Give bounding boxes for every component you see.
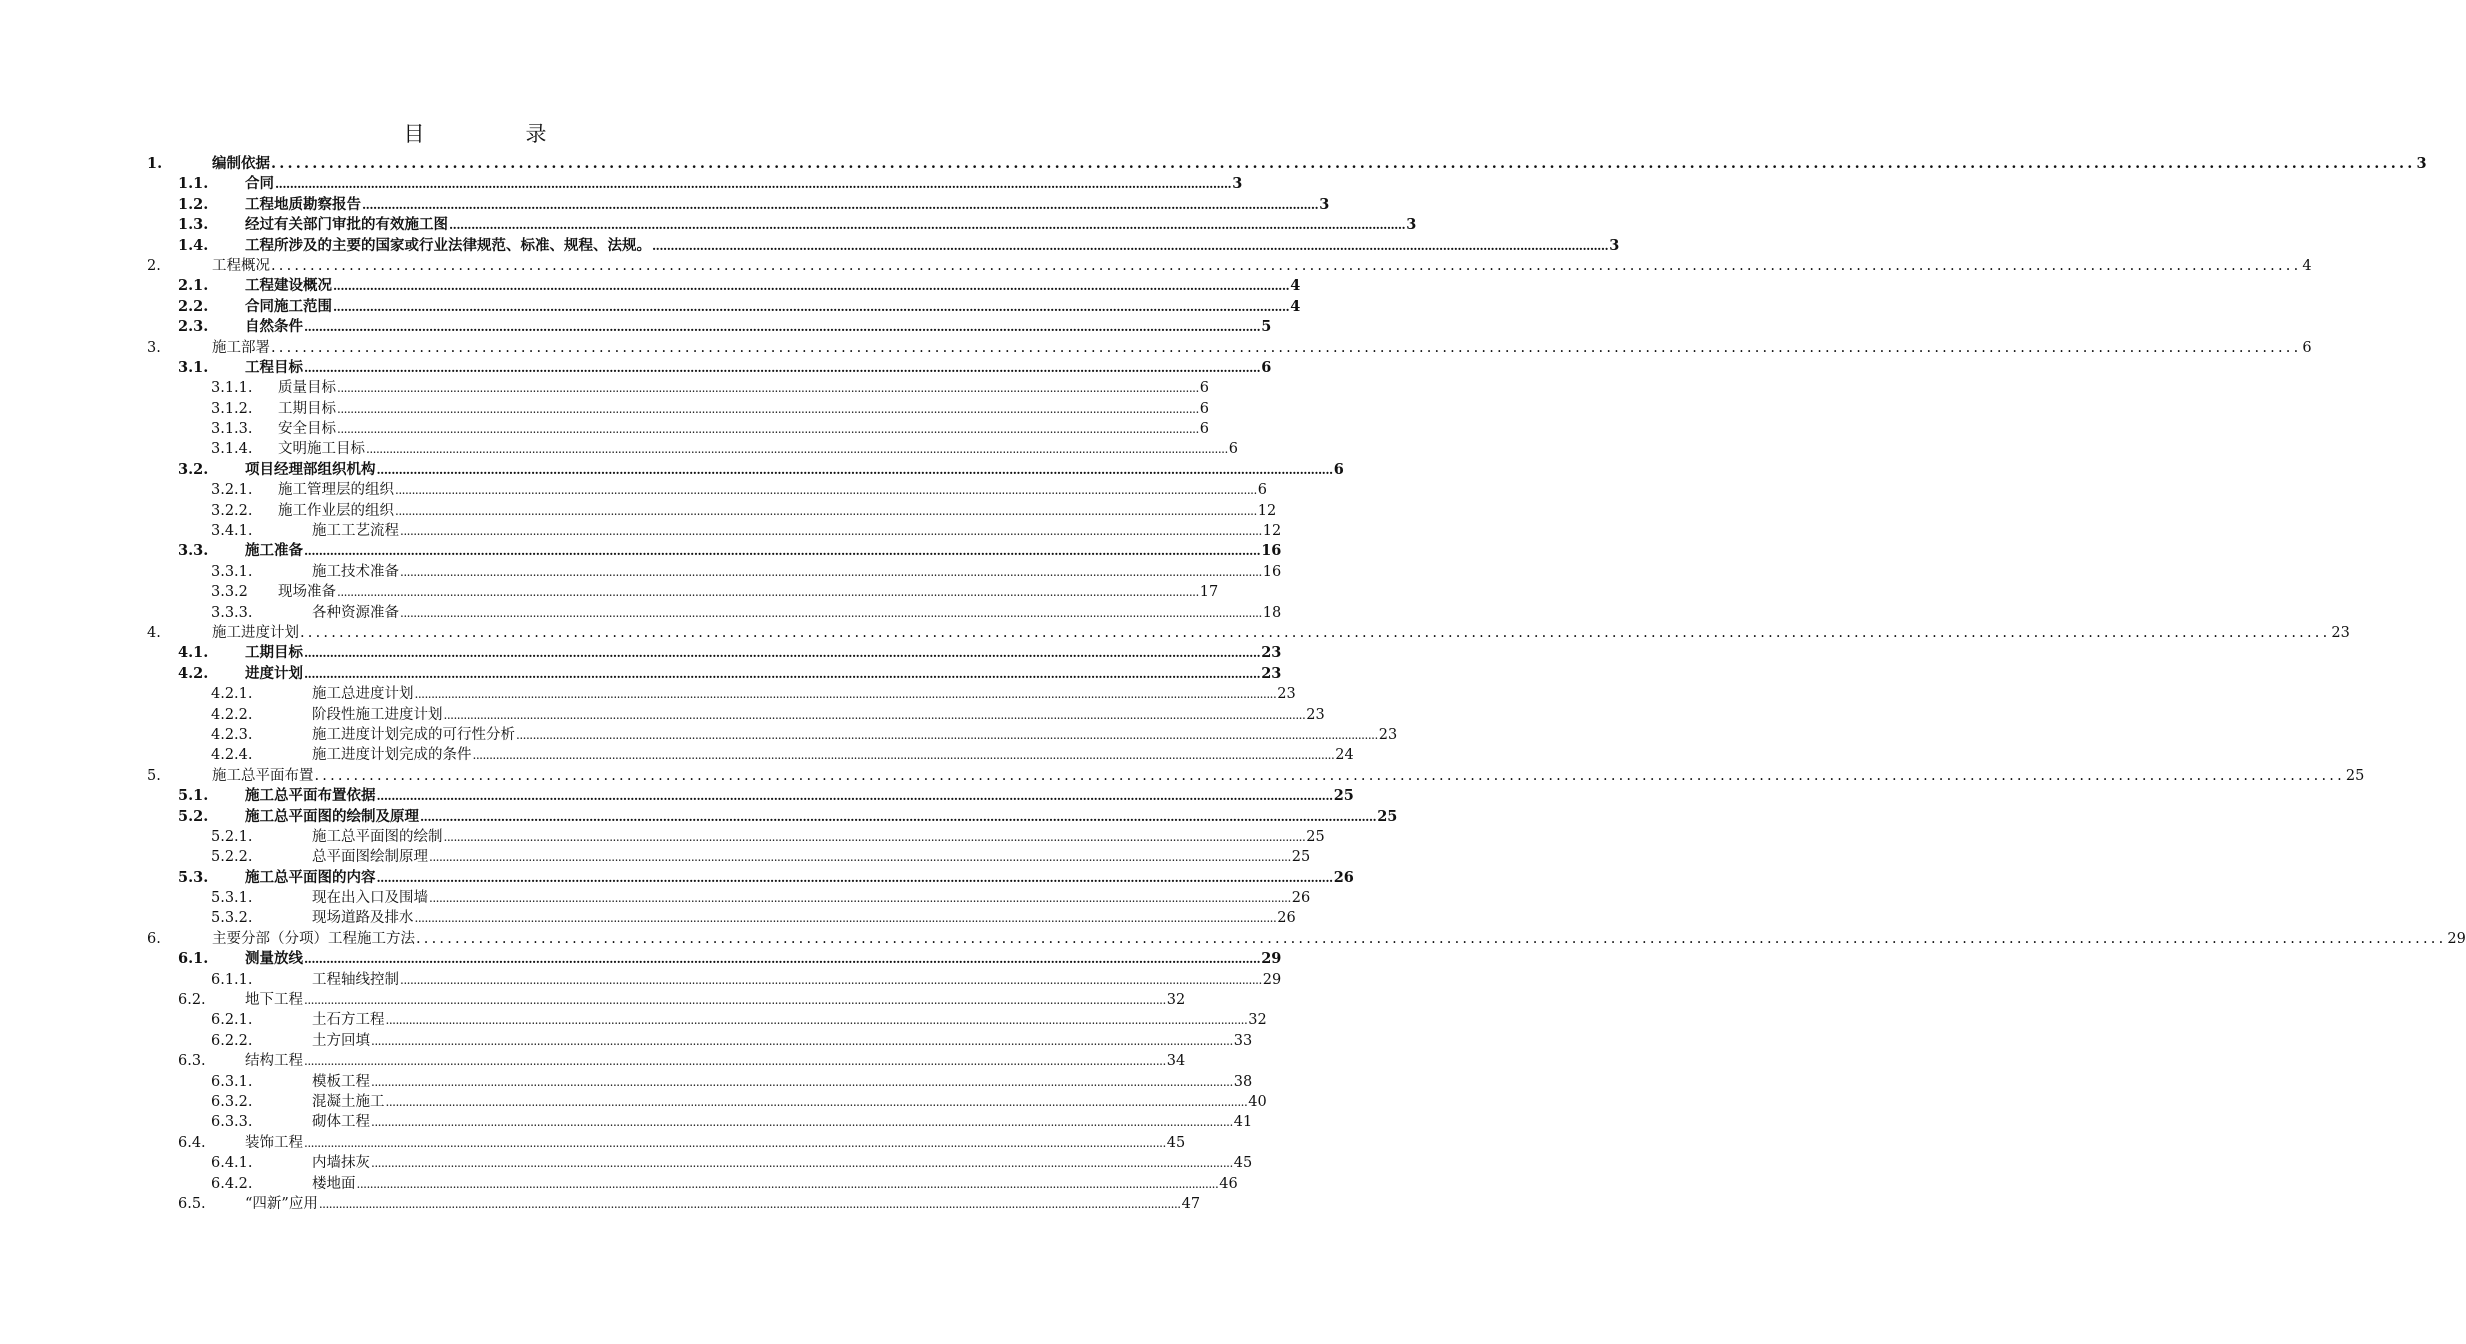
toc-entry-text: 施工进度计划完成的可行性分析 xyxy=(312,726,515,743)
toc-entry-text: 结构工程 xyxy=(245,1053,303,1070)
toc-entry-number: 3.2.1. xyxy=(211,482,253,499)
toc-entry-text: 工期目标 xyxy=(245,644,303,662)
toc-entry-text: 土石方工程 xyxy=(312,1012,385,1029)
toc-entry[interactable] xyxy=(0,664,1282,684)
toc-leader-dots: .................................................................................................................................................................................................................................................................... xyxy=(271,257,2302,274)
toc-entry-number: 3.2. xyxy=(178,460,209,478)
toc-entry-page: 26 xyxy=(1277,910,1296,927)
toc-leader-dots: .................................................................................................................................................................................................................................................................... xyxy=(304,666,1261,681)
toc-entry-page: 23 xyxy=(1277,686,1296,703)
toc-entry[interactable] xyxy=(0,725,1398,745)
toc-entry[interactable] xyxy=(0,908,1296,928)
toc-leader-dots: .................................................................................................................................................................................................................................................................... xyxy=(366,442,1228,457)
toc-leader-dots: .................................................................................................................................................................................................................................................................... xyxy=(304,544,1261,559)
toc-entry-page: 23 xyxy=(1261,644,1282,662)
toc-entry-page: 29 xyxy=(2447,930,2466,947)
toc-entry-number: 2. xyxy=(147,257,161,274)
toc-entry[interactable] xyxy=(0,174,1243,194)
toc-entry-number: 4.1. xyxy=(178,644,209,662)
toc-entry[interactable] xyxy=(0,399,1209,419)
toc-entry[interactable] xyxy=(0,460,1344,480)
toc-leader-dots: .................................................................................................................................................................................................................................................................... xyxy=(304,952,1261,967)
toc-entry-text: 施工总平面布置依据 xyxy=(245,787,376,805)
toc-leader-dots: .................................................................................................................................................................................................................................................................... xyxy=(429,891,1291,906)
toc-entry-number: 3.1.2. xyxy=(211,400,253,417)
toc-entry-number: 3.3. xyxy=(178,542,209,560)
toc-entry[interactable] xyxy=(0,766,2365,786)
toc-entry-number: 6.4.1. xyxy=(211,1155,253,1172)
toc-entry-number: 4.2.4. xyxy=(211,747,253,764)
toc-entry-text: 各种资源准备 xyxy=(312,604,399,621)
toc-entry[interactable] xyxy=(0,623,2350,643)
toc-entry-number: 1.1. xyxy=(178,175,209,193)
toc-entry[interactable] xyxy=(0,480,1267,500)
toc-entry-text: 混凝土施工 xyxy=(312,1093,385,1110)
toc-entry-number: 4.2.1. xyxy=(211,686,253,703)
toc-entry[interactable] xyxy=(0,643,1282,663)
toc-entry[interactable] xyxy=(0,786,1354,806)
toc-leader-dots: .................................................................................................................................................................................................................................................................... xyxy=(304,646,1261,661)
toc-entry-number: 5.2. xyxy=(178,807,209,825)
toc-leader-dots: .................................................................................................................................................................................................................................................................... xyxy=(449,218,1406,233)
toc-leader-dots: .................................................................................................................................................................................................................................................................... xyxy=(304,320,1261,335)
toc-title: 目 录 xyxy=(403,122,587,146)
toc-leader-dots: .................................................................................................................................................................................................................................................................... xyxy=(416,930,2447,947)
toc-leader-dots: .................................................................................................................................................................................................................................................................... xyxy=(337,401,1199,416)
toc-leader-dots: .................................................................................................................................................................................................................................................................... xyxy=(337,585,1199,600)
toc-leader-dots: .................................................................................................................................................................................................................................................................... xyxy=(304,360,1261,375)
toc-leader-dots: .................................................................................................................................................................................................................................................................... xyxy=(371,1156,1233,1171)
toc-entry-page: 23 xyxy=(2331,624,2350,641)
toc-entry-number: 5.2.2. xyxy=(211,849,253,866)
toc-entry-number: 2.2. xyxy=(178,297,209,315)
toc-leader-dots: .................................................................................................................................................................................................................................................................... xyxy=(271,339,2302,356)
toc-entry-text: 经过有关部门审批的有效施工图 xyxy=(245,216,448,234)
toc-entry[interactable] xyxy=(0,868,1354,888)
toc-entry-text: 自然条件 xyxy=(245,318,303,336)
toc-entry-page: 16 xyxy=(1262,563,1282,580)
toc-entry-number: 6.1. xyxy=(178,950,209,968)
toc-entry-text: 合同 xyxy=(245,175,274,193)
toc-entry-text: 楼地面 xyxy=(312,1175,356,1192)
toc-entry-text: 测量放线 xyxy=(245,950,303,968)
toc-entry-page: 25 xyxy=(1306,828,1325,845)
toc-entry-number: 1.3. xyxy=(178,216,209,234)
toc-entry[interactable] xyxy=(0,1133,1186,1153)
toc-entry-page: 6 xyxy=(1333,460,1344,478)
toc-leader-dots: .................................................................................................................................................................................................................................................................... xyxy=(314,767,2345,784)
toc-entry-number: 3.3.2 xyxy=(211,584,248,601)
toc-leader-dots: .................................................................................................................................................................................................................................................................... xyxy=(304,993,1166,1008)
toc-entry[interactable] xyxy=(0,1153,1253,1173)
toc-entry-number: 3.3.3. xyxy=(211,604,253,621)
toc-entry[interactable] xyxy=(0,1112,1253,1132)
toc-entry-number: 1. xyxy=(147,155,163,172)
toc-entry-page: 3 xyxy=(1406,216,1417,234)
toc-entry[interactable] xyxy=(0,195,1330,215)
toc-entry-page: 45 xyxy=(1166,1134,1186,1151)
toc-entry-page: 6 xyxy=(1257,482,1267,499)
toc-entry-page: 18 xyxy=(1262,604,1282,621)
toc-entry-page: 17 xyxy=(1199,584,1219,601)
toc-entry-number: 6.3.3. xyxy=(211,1114,253,1131)
toc-entry-text: 总平面图绘制原理 xyxy=(312,849,428,866)
toc-entry-number: 6. xyxy=(147,930,161,947)
toc-entry-page: 6 xyxy=(1261,358,1272,376)
toc-entry-page: 12 xyxy=(1262,523,1282,540)
toc-entry-page: 6 xyxy=(1199,400,1209,417)
toc-entry-text: 文明施工目标 xyxy=(278,441,365,458)
toc-entry[interactable] xyxy=(0,256,2312,276)
toc-leader-dots: .................................................................................................................................................................................................................................................................... xyxy=(400,564,1262,579)
toc-entry[interactable] xyxy=(0,1194,1201,1214)
toc-entry-text: 施工工艺流程 xyxy=(312,523,399,540)
toc-leader-dots: .................................................................................................................................................................................................................................................................... xyxy=(400,605,1262,620)
toc-entry-page: 45 xyxy=(1233,1155,1253,1172)
toc-entry[interactable] xyxy=(0,378,1209,398)
toc-entry[interactable] xyxy=(0,582,1219,602)
toc-entry[interactable] xyxy=(0,1031,1253,1051)
toc-entry-page: 23 xyxy=(1306,706,1325,723)
toc-entry-text: 施工进度计划完成的条件 xyxy=(312,747,472,764)
toc-leader-dots: .................................................................................................................................................................................................................................................................... xyxy=(400,972,1262,987)
toc-leader-dots: .................................................................................................................................................................................................................................................................... xyxy=(400,524,1262,539)
toc-entry-page: 24 xyxy=(1335,747,1354,764)
toc-entry-text: 阶段性施工进度计划 xyxy=(312,706,443,723)
toc-entry[interactable] xyxy=(0,1092,1267,1112)
toc-entry-number: 5.3.1. xyxy=(211,890,253,907)
toc-leader-dots: .................................................................................................................................................................................................................................................................... xyxy=(275,177,1232,192)
toc-entry-page: 29 xyxy=(1261,950,1282,968)
toc-leader-dots: .................................................................................................................................................................................................................................................................... xyxy=(516,727,1378,742)
toc-entry-page: 33 xyxy=(1233,1032,1253,1049)
toc-entry-number: 3.1.4. xyxy=(211,441,253,458)
toc-entry-page: 3 xyxy=(2416,155,2427,172)
toc-leader-dots: .................................................................................................................................................................................................................................................................... xyxy=(395,503,1257,518)
toc-leader-dots: .................................................................................................................................................................................................................................................................... xyxy=(318,1196,1181,1211)
toc-entry-text: 施工总平面图的绘制及原理 xyxy=(245,807,419,825)
toc-entry-page: 25 xyxy=(1377,807,1398,825)
toc-entry-page: 16 xyxy=(1261,542,1282,560)
toc-leader-dots: .................................................................................................................................................................................................................................................................... xyxy=(385,1094,1248,1109)
toc-entry[interactable] xyxy=(0,521,1282,541)
toc-entry[interactable] xyxy=(0,562,1282,582)
toc-entry[interactable] xyxy=(0,847,1311,867)
toc-entry[interactable] xyxy=(0,338,2312,358)
toc-entry-text: 施工技术准备 xyxy=(312,563,399,580)
toc-entry-page: 4 xyxy=(2302,257,2312,274)
toc-entry-page: 26 xyxy=(1291,890,1311,907)
toc-leader-dots: .................................................................................................................................................................................................................................................................... xyxy=(429,850,1291,865)
toc-entry-text: 工程地质勘察报告 xyxy=(245,195,361,213)
toc-entry-text: 砌体工程 xyxy=(312,1114,370,1131)
toc-entry-number: 6.3.1. xyxy=(211,1073,253,1090)
toc-entry-text: 合同施工范围 xyxy=(245,297,332,315)
toc-entry[interactable] xyxy=(0,603,1282,623)
toc-entry-page: 6 xyxy=(1199,421,1209,438)
toc-entry[interactable] xyxy=(0,541,1282,561)
toc-entry[interactable] xyxy=(0,970,1282,990)
toc-entry-number: 5.3.2. xyxy=(211,910,253,927)
toc-leader-dots: .................................................................................................................................................................................................................................................................... xyxy=(443,707,1306,722)
toc-entry-text: 施工进度计划 xyxy=(212,624,299,641)
toc-entry-number: 5.2.1. xyxy=(211,828,253,845)
toc-entry-number: 6.5. xyxy=(178,1195,206,1212)
toc-entry-page: 25 xyxy=(1291,849,1311,866)
toc-leader-dots: .................................................................................................................................................................................................................................................................... xyxy=(443,829,1306,844)
toc-entry-number: 6.4.2. xyxy=(211,1175,253,1192)
toc-entry-page: 23 xyxy=(1261,664,1282,682)
toc-entry[interactable] xyxy=(0,745,1354,765)
toc-entry-text: 工期目标 xyxy=(278,400,336,417)
toc-leader-dots: .................................................................................................................................................................................................................................................................... xyxy=(420,809,1377,824)
toc-entry-page: 46 xyxy=(1219,1175,1238,1192)
toc-entry-number: 4.2. xyxy=(178,664,209,682)
toc-entry-page: 6 xyxy=(1199,380,1209,397)
toc-entry-text: 施工部署 xyxy=(212,339,270,356)
toc-entry-text: 工程轴线控制 xyxy=(312,971,399,988)
toc-entry[interactable] xyxy=(0,1072,1253,1092)
toc-entry[interactable] xyxy=(0,929,2466,949)
toc-entry-page: 3 xyxy=(1232,175,1243,193)
toc-entry[interactable] xyxy=(0,1010,1267,1030)
toc-leader-dots: .................................................................................................................................................................................................................................................................... xyxy=(304,1135,1166,1150)
toc-entry-number: 2.1. xyxy=(178,277,209,295)
toc-entry[interactable] xyxy=(0,990,1186,1010)
toc-entry-number: 6.2. xyxy=(178,992,206,1009)
toc-entry-text: 装饰工程 xyxy=(245,1134,303,1151)
toc-entry-number: 3.2.2. xyxy=(211,502,253,519)
toc-entry-page: 5 xyxy=(1261,318,1272,336)
toc-entry-page: 4 xyxy=(1290,297,1301,315)
toc-leader-dots: .................................................................................................................................................................................................................................................................... xyxy=(271,155,2416,172)
toc-entry-page: 32 xyxy=(1248,1012,1267,1029)
toc-entry-number: 3.3.1. xyxy=(211,563,253,580)
toc-entry-number: 6.1.1. xyxy=(211,971,253,988)
toc-entry-number: 5. xyxy=(147,767,161,784)
toc-entry[interactable] xyxy=(0,297,1301,317)
toc-leader-dots: .................................................................................................................................................................................................................................................................... xyxy=(362,197,1319,212)
toc-entry-text: 模板工程 xyxy=(312,1073,370,1090)
toc-entry[interactable] xyxy=(0,807,1398,827)
toc-entry-text: 土方回填 xyxy=(312,1032,370,1049)
toc-entry-number: 6.2.2. xyxy=(211,1032,253,1049)
toc-leader-dots: .................................................................................................................................................................................................................................................................... xyxy=(376,789,1333,804)
toc-entry-number: 4.2.3. xyxy=(211,726,253,743)
toc-entry-text: 施工准备 xyxy=(245,542,303,560)
toc-entry[interactable] xyxy=(0,317,1272,337)
toc-entry-number: 1.2. xyxy=(178,195,209,213)
toc-leader-dots: .................................................................................................................................................................................................................................................................... xyxy=(376,870,1333,885)
toc-leader-dots: .................................................................................................................................................................................................................................................................... xyxy=(376,462,1333,477)
toc-entry-text: 现在出入口及围墙 xyxy=(312,890,428,907)
toc-entry-number: 1.4. xyxy=(178,236,209,254)
toc-entry-number: 3.1. xyxy=(178,358,209,376)
toc-entry-text: 施工总进度计划 xyxy=(312,686,414,703)
toc-entry-number: 3.1.1. xyxy=(211,380,253,397)
toc-entry-page: 6 xyxy=(1228,441,1238,458)
toc-leader-dots: .................................................................................................................................................................................................................................................................... xyxy=(300,624,2331,641)
toc-list xyxy=(0,154,2466,1214)
toc-entry-text: 安全目标 xyxy=(278,421,336,438)
toc-entry[interactable] xyxy=(0,1051,1186,1071)
toc-leader-dots: .................................................................................................................................................................................................................................................................... xyxy=(371,1115,1233,1130)
toc-entry-page: 23 xyxy=(1378,726,1398,743)
toc-entry[interactable] xyxy=(0,1174,1238,1194)
toc-entry-page: 25 xyxy=(1333,787,1354,805)
toc-entry[interactable] xyxy=(0,276,1301,296)
toc-entry-page: 12 xyxy=(1257,502,1277,519)
toc-leader-dots: .................................................................................................................................................................................................................................................................... xyxy=(385,1013,1248,1028)
toc-entry-page: 3 xyxy=(1319,195,1330,213)
toc-entry-text: 主要分部（分项）工程施工方法 xyxy=(212,930,415,947)
toc-entry-page: 40 xyxy=(1248,1093,1267,1110)
toc-leader-dots: .................................................................................................................................................................................................................................................................... xyxy=(356,1176,1219,1191)
toc-entry-page: 26 xyxy=(1333,868,1354,886)
toc-entry-number: 4.2.2. xyxy=(211,706,253,723)
toc-entry[interactable] xyxy=(0,215,1417,235)
toc-leader-dots: .................................................................................................................................................................................................................................................................... xyxy=(371,1074,1233,1089)
toc-entry[interactable] xyxy=(0,358,1272,378)
toc-entry-page: 41 xyxy=(1233,1114,1253,1131)
toc-entry[interactable] xyxy=(0,419,1209,439)
toc-leader-dots: .................................................................................................................................................................................................................................................................... xyxy=(371,1033,1233,1048)
toc-entry-text: 现场道路及排水 xyxy=(312,910,414,927)
toc-entry-text: 现场准备 xyxy=(278,584,336,601)
toc-entry[interactable] xyxy=(0,501,1277,521)
toc-entry-text: 工程所涉及的主要的国家或行业法律规范、标准、规程、法规。 xyxy=(245,236,651,254)
toc-entry-number: 4. xyxy=(147,624,161,641)
toc-entry-page: 32 xyxy=(1166,992,1186,1009)
toc-entry-page: 47 xyxy=(1181,1195,1201,1212)
toc-entry-page: 25 xyxy=(2345,767,2365,784)
toc-entry-page: 4 xyxy=(1290,277,1301,295)
toc-leader-dots: .................................................................................................................................................................................................................................................................... xyxy=(414,687,1277,702)
toc-entry-number: 5.3. xyxy=(178,868,209,886)
toc-entry-text: 进度计划 xyxy=(245,664,303,682)
toc-entry-page: 29 xyxy=(1262,971,1282,988)
toc-entry-text: 工程建设概况 xyxy=(245,277,332,295)
toc-entry-page: 34 xyxy=(1166,1053,1186,1070)
toc-entry[interactable] xyxy=(0,236,1620,256)
toc-entry-number: 3.1.3. xyxy=(211,421,253,438)
toc-entry-text: 工程目标 xyxy=(245,358,303,376)
toc-leader-dots: .................................................................................................................................................................................................................................................................... xyxy=(472,748,1335,763)
toc-entry-page: 38 xyxy=(1233,1073,1253,1090)
toc-leader-dots: .................................................................................................................................................................................................................................................................... xyxy=(304,1054,1166,1069)
toc-entry-text: 工程概况 xyxy=(212,257,270,274)
toc-entry-text: 项目经理部组织机构 xyxy=(245,460,376,478)
toc-entry-page: 6 xyxy=(2302,339,2312,356)
toc-leader-dots: .................................................................................................................................................................................................................................................................... xyxy=(333,299,1290,314)
toc-entry-number: 6.3. xyxy=(178,1053,206,1070)
toc-leader-dots: .................................................................................................................................................................................................................................................................... xyxy=(652,238,1609,253)
toc-entry-number: 3.4.1. xyxy=(211,523,253,540)
toc-leader-dots: .................................................................................................................................................................................................................................................................... xyxy=(395,483,1257,498)
toc-entry-text: 施工总平面图的绘制 xyxy=(312,828,443,845)
toc-entry-text: 地下工程 xyxy=(245,992,303,1009)
toc-entry[interactable] xyxy=(0,439,1238,459)
toc-entry-number: 6.4. xyxy=(178,1134,206,1151)
toc-entry-text: 施工作业层的组织 xyxy=(278,502,394,519)
toc-entry-number: 6.3.2. xyxy=(211,1093,253,1110)
toc-entry-number: 5.1. xyxy=(178,787,209,805)
toc-entry-number: 3. xyxy=(147,339,161,356)
toc-entry[interactable] xyxy=(0,154,2427,174)
toc-entry[interactable] xyxy=(0,888,1311,908)
toc-entry-text: 施工总平面布置 xyxy=(212,767,314,784)
toc-entry[interactable] xyxy=(0,827,1325,847)
toc-leader-dots: .................................................................................................................................................................................................................................................................... xyxy=(337,422,1199,437)
toc-entry-number: 2.3. xyxy=(178,318,209,336)
toc-leader-dots: .................................................................................................................................................................................................................................................................... xyxy=(333,279,1290,294)
toc-entry[interactable] xyxy=(0,949,1282,969)
toc-entry-text: 内墙抹灰 xyxy=(312,1155,370,1172)
toc-entry-text: 质量目标 xyxy=(278,380,336,397)
toc-entry[interactable] xyxy=(0,684,1296,704)
toc-leader-dots: .................................................................................................................................................................................................................................................................... xyxy=(337,381,1199,396)
toc-entry-number: 6.2.1. xyxy=(211,1012,253,1029)
toc-entry-text: 施工管理层的组织 xyxy=(278,482,394,499)
toc-entry-text: “四新”应用 xyxy=(245,1195,318,1212)
toc-leader-dots: .................................................................................................................................................................................................................................................................... xyxy=(414,911,1277,926)
toc-entry[interactable] xyxy=(0,705,1325,725)
toc-entry-page: 3 xyxy=(1609,236,1620,254)
toc-entry-text: 编制依据 xyxy=(212,155,270,172)
toc-entry-text: 施工总平面图的内容 xyxy=(245,868,376,886)
